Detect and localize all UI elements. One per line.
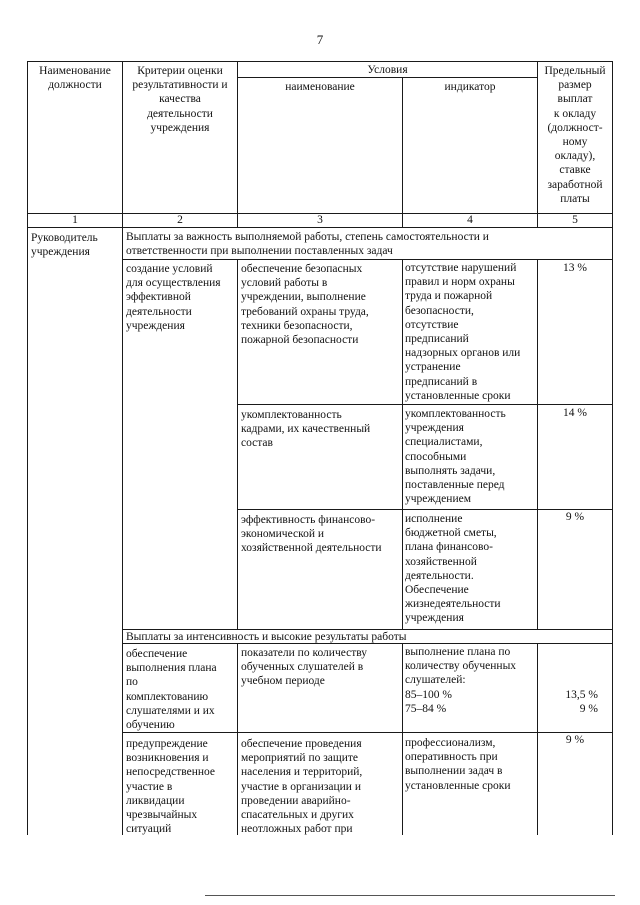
criterion-emergency: предупреждение возникновения и непосредственное участие в ликвидации чрезвычайных ситуаций xyxy=(126,738,216,836)
value-finance: 9 % xyxy=(565,511,585,523)
value-emergency: 9 % xyxy=(565,734,585,746)
column-number-4: 4 xyxy=(467,214,473,226)
page-number: 7 xyxy=(316,32,324,47)
condition-name-finance: эффективность финансово- экономической и хозяйственной деятельности xyxy=(241,514,382,555)
header-max-payment: Предельный размер выплат к окладу (должност- ному окладу), ставке заработной платы xyxy=(544,65,606,205)
indicator-plan: выполнение плана по количеству обученных слушателей: 85–100 % 75–84 % xyxy=(405,646,517,715)
bottom-rule xyxy=(205,895,615,896)
condition-name-staffing: укомплектованность кадрами, их качественный состав xyxy=(241,409,371,450)
value-staffing: 14 % xyxy=(563,407,587,419)
indicator-safety: отсутствие нарушений правил и норм охраны труда и пожарной безопасности, отсутствие предписаний надзорных органов или устранение предписаний в установленные сроки xyxy=(405,262,521,402)
indicator-emergency: профессионализм, оперативность при выполнении задач в установленные сроки xyxy=(405,737,511,792)
indicator-finance: исполнение бюджетной сметы, плана финансово- хозяйственной деятельности. Обеспечение жизнедеятельности учреждения xyxy=(405,513,501,625)
column-number-1: 1 xyxy=(72,214,78,226)
condition-name-safety: обеспечение безопасных условий работы в учреждении, выполнение требований охраны труда, техники безопасности, пожарной безопасности xyxy=(241,263,369,347)
header-criteria: Критерии оценки результативности и качества деятельности учреждения xyxy=(132,65,228,134)
section-title-intensity: Выплаты за интенсивность и высокие результаты работы xyxy=(126,631,407,643)
value-safety: 13 % xyxy=(563,262,587,274)
column-number-2: 2 xyxy=(177,214,183,226)
criterion-plan: обеспечение выполнения плана по комплектованию слушателями и их обучению xyxy=(126,648,217,732)
header-position: Наименование должности xyxy=(39,65,111,92)
indicator-staffing: укомплектованность учреждения специалистами, способными выполнять задачи, поставленные перед учреждением xyxy=(405,408,506,506)
criterion-conditions: создание условий для осуществления эффективной деятельности учреждения xyxy=(126,263,221,332)
section-title-importance: Выплаты за важность выполняемой работы, степень самостоятельности и ответственности при выполнении поставленных задач xyxy=(126,231,489,258)
header-condition-indicator: индикатор xyxy=(444,81,496,93)
condition-name-students: показатели по количеству обученных слушателей в учебном периоде xyxy=(241,647,368,688)
condition-name-emergency: обеспечение проведения мероприятий по защите населения и территорий, участие в организации и проведении аварийно- спасательных и других неотложных работ при xyxy=(241,738,363,836)
header-conditions: Условия xyxy=(367,64,408,76)
column-number-3: 3 xyxy=(317,214,323,226)
position-title: Руководитель учреждения xyxy=(31,232,98,259)
column-number-5: 5 xyxy=(572,214,578,226)
header-condition-name: наименование xyxy=(285,81,355,93)
value-plan: 13,5 % 9 % xyxy=(565,689,598,716)
